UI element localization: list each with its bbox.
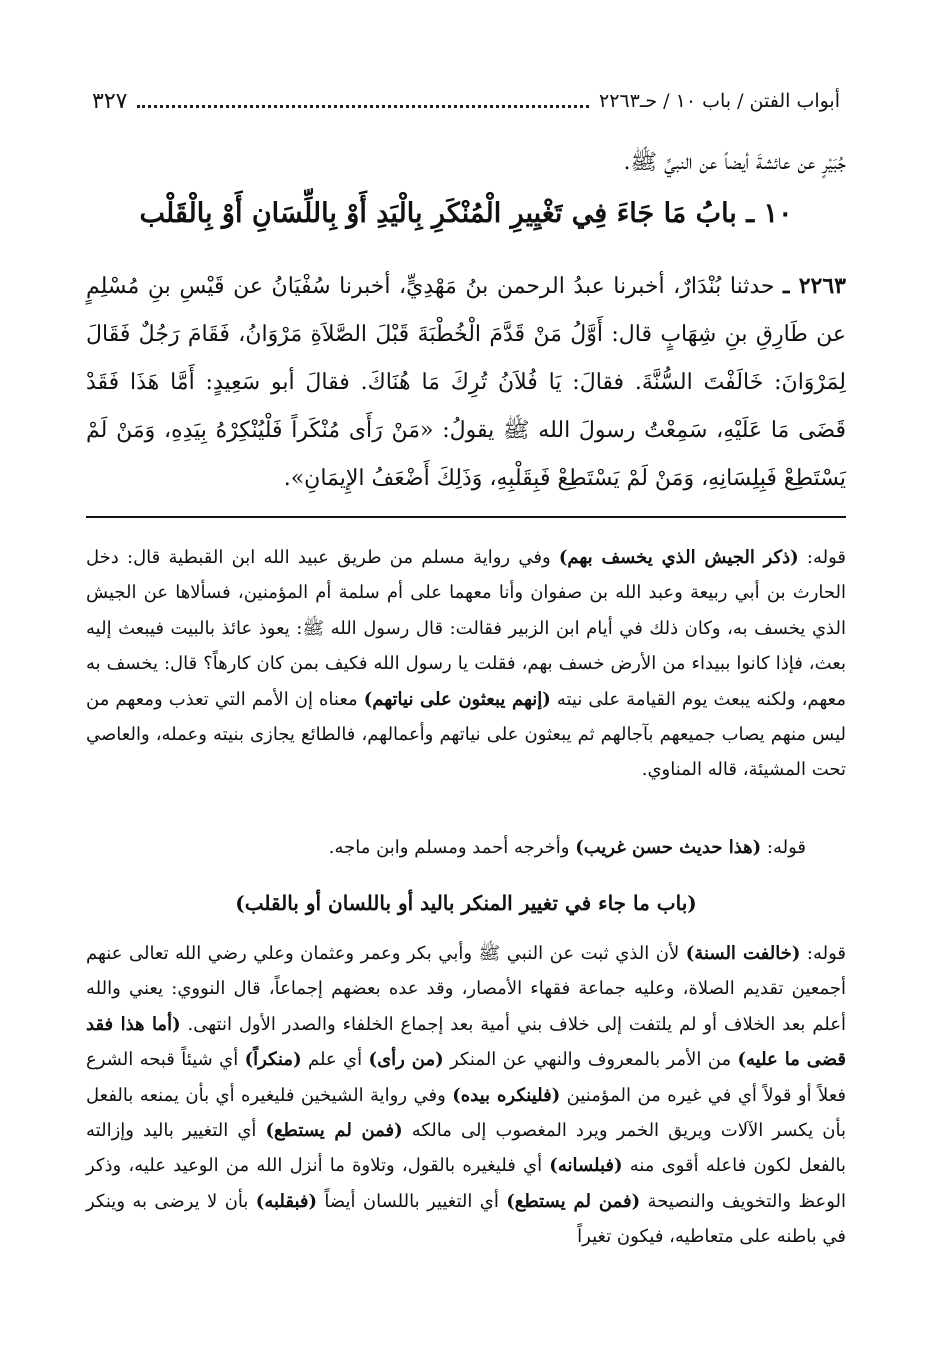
footnote-separator — [86, 516, 846, 518]
commentary-quote: (منكراً) — [244, 1049, 302, 1071]
commentary-lead: قوله: — [798, 547, 847, 568]
commentary-text: أي التغيير باليد وإزالته بالفعل لكون فاعله أقوى منه — [86, 1120, 846, 1177]
commentary-quote: (فمن لم يستطع) — [506, 1190, 641, 1212]
hadith-text — [86, 262, 846, 503]
running-title: أبواب الفتن / باب ١٠ / حـ٢٢٦٣ — [599, 90, 840, 112]
commentary-text: أي علم — [301, 1049, 369, 1071]
commentary-quote: (فبلسانه) — [549, 1155, 623, 1177]
commentary-chapter-heading: (باب ما جاء في تغيير المنكر باليد أو باللسان أو بالقلب) — [235, 891, 697, 915]
hadith-body: حدثنا بُنْدَارٌ، أخبرنا عبدُ الرحمن بنُ مَهْدِيٍّ، أخبرنا سُفْيَانُ عن قَيْسِ بنِ مُسْلِمٍ عن طَارِقِ بنِ شِهَابٍ قال: أَوَّلُ مَنْ قَدَّمَ الْخُطْبَةَ قَبْلَ الصَّلاَةِ مَرْوَانُ، فَقَامَ رَجُلٌ فَقَالَ لِمَرْوَانَ: خَالَفْتَ السُّنَّةَ. فقالَ: يَا فُلاَنُ تُرِكَ مَا هُنَاكَ. فقالَ أبو سَعِيدٍ: أَمَّا هَذَا فَقَدْ قَضَى مَا عَلَيْهِ، سَمِعْتُ رسولَ الله ﷺ يقولُ: «مَنْ رَأَى مُنْكَراً فَلْيُنْكِرْهُ بِيَدِهِ، وَمَنْ لَمْ يَسْتَطِعْ فَبِلِسَانِهِ، وَمَنْ لَمْ يَسْتَطِعْ فَبِقَلْبِهِ، وَذَلِكَ أَضْعَفُ الإِيمَانِ». — [86, 274, 846, 491]
commentary-text: لأن الذي ثبت عن النبي ﷺ وأبي بكر وعمر وعثمان وعلي رضي الله تعالى عنهم أجمعين تقديم الصلاة، وعليه جماعة فقهاء الأمصار، وقد عده بعضهم إجماعاً، قال النووي: يعني والله أعلم بعد الخلاف أو لم يلتفت إلى خلاف بني أمية بعد إجماع الخلفاء والصدر الأول انتهى. — [86, 943, 847, 1035]
commentary-text: وأخرجه أحمد ومسلم وابن ماجه. — [328, 837, 576, 858]
commentary-quote: (فمن لم يستطع) — [265, 1120, 403, 1142]
commentary-lead: قوله: — [800, 943, 846, 964]
carry-over-line: جُبَيْرٍ عن عائشةَ أيضاً عن النبيِّ ﷺ. — [623, 150, 846, 175]
commentary-text: وفي رواية مسلم من طريق عبيد الله ابن القبطية قال: دخل الحارث بن أبي ربيعة وعبد الله بن صفوان وأنا معهما على أم سلمة أم المؤمنين، فسألاها عن الجيش الذي يخسف به، وكان ذلك في أيام ابن الزبير فقالت: قال رسول الله ﷺ: يعوذ عائذ بالبيت فيبعث إليه بعث، فإذا كانوا ببيداء من الأرض خسف بهم، فقلت يا رسول الله فكيف بمن كان كارهاً؟ قال: يخسف به معهم، ولكنه يبعث يوم القيامة على نيته — [86, 547, 846, 710]
chapter-heading: ١٠ ـ بابُ مَا جَاءَ فِي تَغْيِيرِ الْمُنْكَرِ بِالْيَدِ أَوْ بِاللِّسَانِ أَوْ بِالْقَلْب — [139, 198, 793, 229]
commentary-quote: (من رأى) — [368, 1049, 444, 1071]
commentary-paragraph-3 — [86, 936, 846, 1255]
commentary-quote: (خالفت السنة) — [685, 943, 801, 964]
commentary-lead: قوله: — [761, 837, 806, 858]
commentary-text: أي التغيير باللسان أيضاً — [317, 1190, 507, 1212]
commentary-text: وفي رواية الشيخين فليغيره أي بأن يمنعه بالفعل بأن يكسر الآلات ويريق الخمر ويرد المغصوب إلى مالكه — [86, 1084, 846, 1142]
commentary-quote: (هذا حديث حسن غريب) — [575, 837, 762, 858]
commentary-text: أي شيئاً قبحه الشرع فعلاً أو قولاً أي في غيره من المؤمنين — [86, 1049, 847, 1106]
hadith-number: ٢٢٦٣ ـ — [783, 273, 846, 299]
commentary-quote: (ذكر الجيش الذي يخسف بهم) — [558, 547, 799, 568]
commentary-quote: (إنهم يبعثون على نياتهم) — [363, 688, 551, 710]
commentary-quote: (أما هذا فقد قضى ما عليه) — [86, 1013, 846, 1071]
commentary-paragraph-1 — [86, 540, 846, 788]
page-number: ٣٢٧ — [92, 88, 128, 114]
page-header — [92, 84, 840, 118]
header-dot-leader — [137, 105, 589, 108]
commentary-paragraph-2 — [86, 830, 846, 865]
commentary-text: من الأمر بالمعروف والنهي عن المنكر — [443, 1049, 738, 1071]
commentary-text: بأن لا يرضى به وينكر في باطنه على متعاطيه، فيكون تغيراً — [86, 1190, 846, 1248]
commentary-text: معناه إن الأمم التي تعذب ومعهم من ليس منهم يصاب جميعهم بآجالهم ثم يبعثون على نياتهم وأعمالهم، فالطائع يجازى بنيته وعمله، والعاصي تحت المشيئة، قاله المناوي. — [86, 688, 846, 781]
commentary-quote: (فلينكره بيده) — [452, 1084, 561, 1106]
commentary-text: أي فليغيره بالقول، وتلاوة ما أنزل الله من الوعيد عليه، وذكر الوعظ والتخويف والنصيحة — [86, 1155, 847, 1212]
commentary-quote: (فبقلبه) — [255, 1190, 318, 1212]
